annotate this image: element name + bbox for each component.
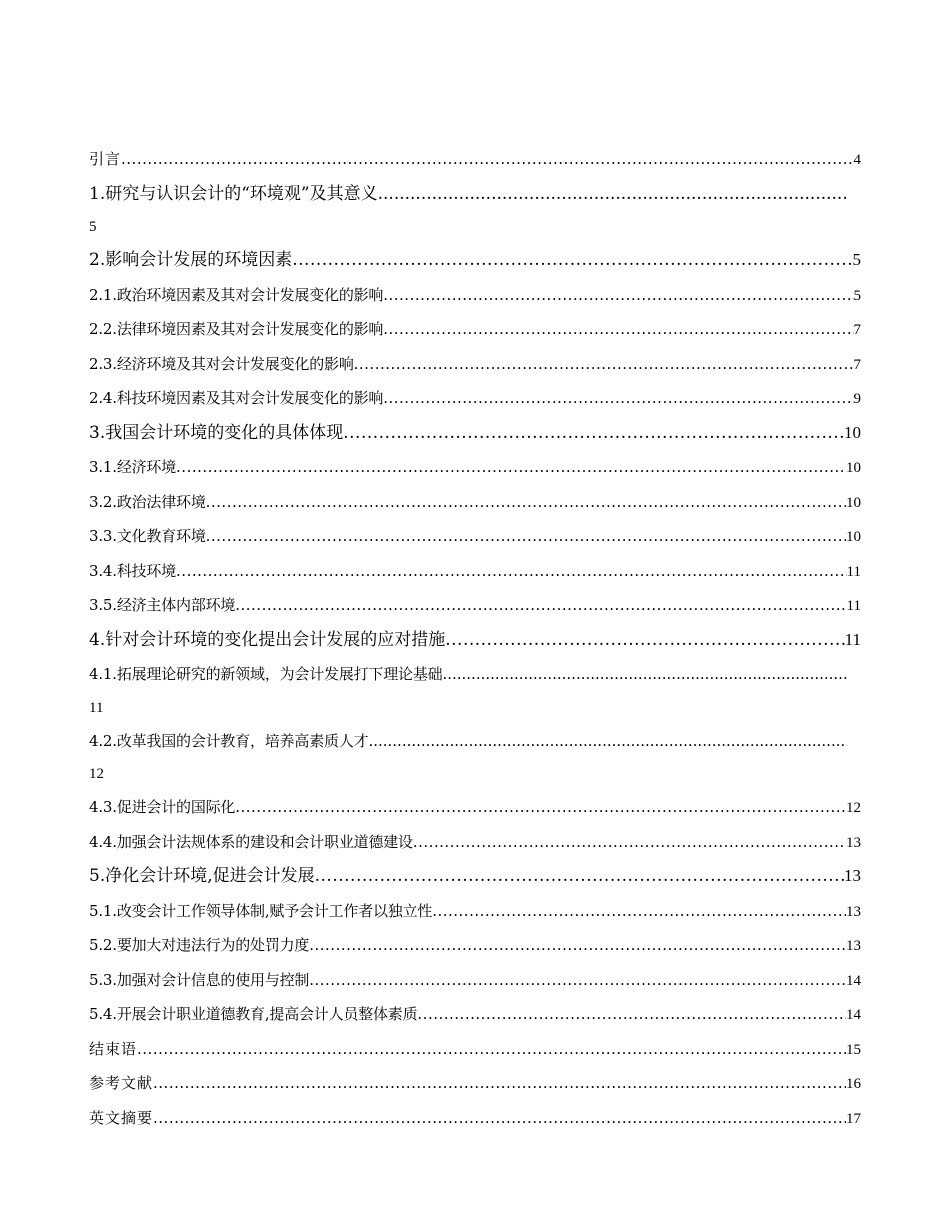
dot-leader	[432, 894, 846, 929]
toc-entry-s2-2[interactable]	[89, 312, 861, 347]
toc-entry-s5-1[interactable]	[89, 894, 861, 929]
toc-entry-page: 4	[853, 152, 861, 168]
toc-entry-page: 5	[852, 250, 861, 269]
dot-leader	[235, 790, 846, 825]
toc-entry-title: 2.2.法律环境因素及其对会计发展变化的影响	[89, 320, 384, 338]
dot-leader	[206, 519, 846, 554]
toc-entry-s5[interactable]	[89, 859, 861, 894]
toc-entry-page: 11	[89, 699, 104, 716]
toc-entry-title: 5.净化会计环境,促进会计发展	[89, 866, 315, 886]
toc-entry-title: 3.3.文化教育环境	[89, 527, 206, 545]
dot-leader	[153, 1066, 846, 1101]
dot-leader	[121, 142, 853, 177]
toc-entry-title: 5.3.加强对会计信息的使用与控制	[89, 970, 310, 989]
toc-entry-s2-3[interactable]	[89, 347, 861, 382]
toc-entry-page: 14	[846, 972, 861, 989]
toc-entry-s5-2[interactable]	[89, 928, 861, 963]
toc-entry-s3-5[interactable]	[89, 588, 861, 623]
toc-entry-title: 4.4.加强会计法规体系的建设和会计职业道德建设	[89, 832, 413, 851]
dot-leader	[383, 312, 853, 347]
toc-entry-page: 5	[853, 287, 861, 304]
toc-entry-page: 12	[89, 766, 104, 782]
toc-entry-s5-4[interactable]	[89, 997, 861, 1032]
toc-entry-page: 10	[846, 460, 861, 476]
toc-entry-page: 13	[846, 903, 861, 920]
toc-entry-s4-2[interactable]	[89, 724, 861, 759]
toc-entry-title: 3.2.政治法律环境	[89, 492, 206, 511]
toc-entry-s1[interactable]	[89, 177, 861, 212]
toc-entry-page: 16	[846, 1076, 861, 1092]
toc-entry-s4-4[interactable]	[89, 825, 861, 860]
toc-entry-s4[interactable]	[89, 623, 861, 658]
toc-entry-page: 12	[846, 800, 861, 816]
dot-leader	[176, 450, 846, 485]
toc-entry-page: 7	[853, 356, 861, 373]
toc-entry-references[interactable]	[89, 1066, 861, 1101]
toc-entry-s2-1[interactable]	[89, 278, 861, 313]
toc-entry-title: 引言	[89, 150, 122, 168]
dot-leader	[309, 928, 846, 963]
dot-leader	[378, 177, 847, 212]
dot-leader	[153, 1101, 846, 1136]
toc-entry-title: 2.影响会计发展的环境因素	[89, 250, 293, 270]
toc-entry-title: 5.1.改变会计工作领导体制,赋予会计工作者以独立性	[89, 901, 433, 920]
toc-entry-page: 14	[846, 1007, 861, 1023]
toc-entry-s2[interactable]	[89, 243, 861, 278]
toc-entry-page: 11	[844, 629, 861, 649]
dot-leader	[442, 657, 847, 692]
dot-leader	[235, 588, 846, 623]
toc-entry-intro[interactable]	[89, 142, 861, 177]
toc-entry-title: 5.2.要加大对违法行为的处罚力度	[89, 936, 310, 954]
toc-entry-page: 9	[853, 391, 861, 407]
toc-entry-title: 4.针对会计环境的变化提出会计发展的应对措施	[89, 629, 446, 650]
dot-leader	[368, 724, 847, 759]
dot-leader	[383, 381, 853, 416]
toc-entry-s4-1[interactable]	[89, 657, 861, 692]
dot-leader	[383, 278, 853, 313]
toc-entry-page: 15	[846, 1041, 861, 1058]
toc-entry-s3-4[interactable]	[89, 554, 861, 589]
toc-entry-title: 4.3.促进会计的国际化	[89, 798, 236, 816]
toc-entry-s5-3[interactable]	[89, 963, 861, 998]
toc-entry-page: 10	[846, 529, 861, 545]
toc-entry-title: 5.4.开展会计职业道德教育,提高会计人员整体素质	[89, 1005, 418, 1023]
toc-entry-s2-4[interactable]	[89, 381, 861, 416]
dot-leader	[176, 554, 847, 589]
toc-entry-title: 2.1.政治环境因素及其对会计发展变化的影响	[89, 285, 384, 304]
table-of-contents	[89, 142, 861, 1135]
toc-entry-title: 1.研究与认识会计的“环境观”及其意义	[89, 183, 378, 204]
toc-entry-title: 2.3.经济环境及其对会计发展变化的影响	[89, 354, 354, 373]
toc-entry-page: 5	[89, 219, 97, 235]
toc-entry-s3-2[interactable]	[89, 485, 861, 520]
toc-entry-page: 11	[846, 598, 861, 614]
toc-entry-title: 2.4.科技环境因素及其对会计发展变化的影响	[89, 389, 384, 407]
toc-entry-page: 10	[844, 422, 861, 442]
toc-entry-title: 结束语	[89, 1039, 138, 1058]
toc-entry-conclusion[interactable]	[89, 1032, 861, 1067]
toc-entry-title: 3.5.经济主体内部环境	[89, 596, 236, 614]
toc-entry-english-abstract[interactable]	[89, 1101, 861, 1136]
toc-entry-page: 13	[846, 834, 861, 851]
toc-entry-title: 3.1.经济环境	[89, 458, 177, 476]
dot-leader	[417, 997, 846, 1032]
toc-entry-page: 10	[846, 494, 861, 511]
toc-entry-title: 4.2.改革我国的会计教育，培养高素质人才	[89, 731, 369, 750]
dot-leader	[413, 825, 846, 860]
dot-leader	[206, 485, 846, 520]
toc-entry-page: 11	[846, 563, 861, 580]
toc-entry-title: 4.1.拓展理论研究的新领域，为会计发展打下理论基础	[89, 665, 443, 683]
toc-entry-s4-3[interactable]	[89, 790, 861, 825]
toc-entry-title: 3.我国会计环境的变化的具体体现	[89, 422, 344, 443]
dot-leader	[343, 416, 844, 451]
dot-leader	[137, 1032, 846, 1067]
dot-leader	[292, 243, 852, 278]
dot-leader	[445, 623, 844, 658]
toc-entry-title: 参考文献	[89, 1074, 154, 1092]
toc-entry-s3-1[interactable]	[89, 450, 861, 485]
toc-entry-page: 13	[844, 866, 861, 885]
dot-leader	[309, 963, 846, 998]
dot-leader	[315, 859, 844, 894]
toc-entry-title: 3.4.科技环境	[89, 561, 177, 580]
dot-leader	[354, 347, 854, 382]
toc-entry-title: 英文摘要	[89, 1108, 154, 1127]
toc-entry-page: 13	[846, 938, 861, 954]
toc-entry-page: 7	[853, 322, 861, 338]
toc-entry-s3-3[interactable]	[89, 519, 861, 554]
toc-entry-s3[interactable]	[89, 416, 861, 451]
toc-entry-page: 17	[846, 1110, 861, 1127]
